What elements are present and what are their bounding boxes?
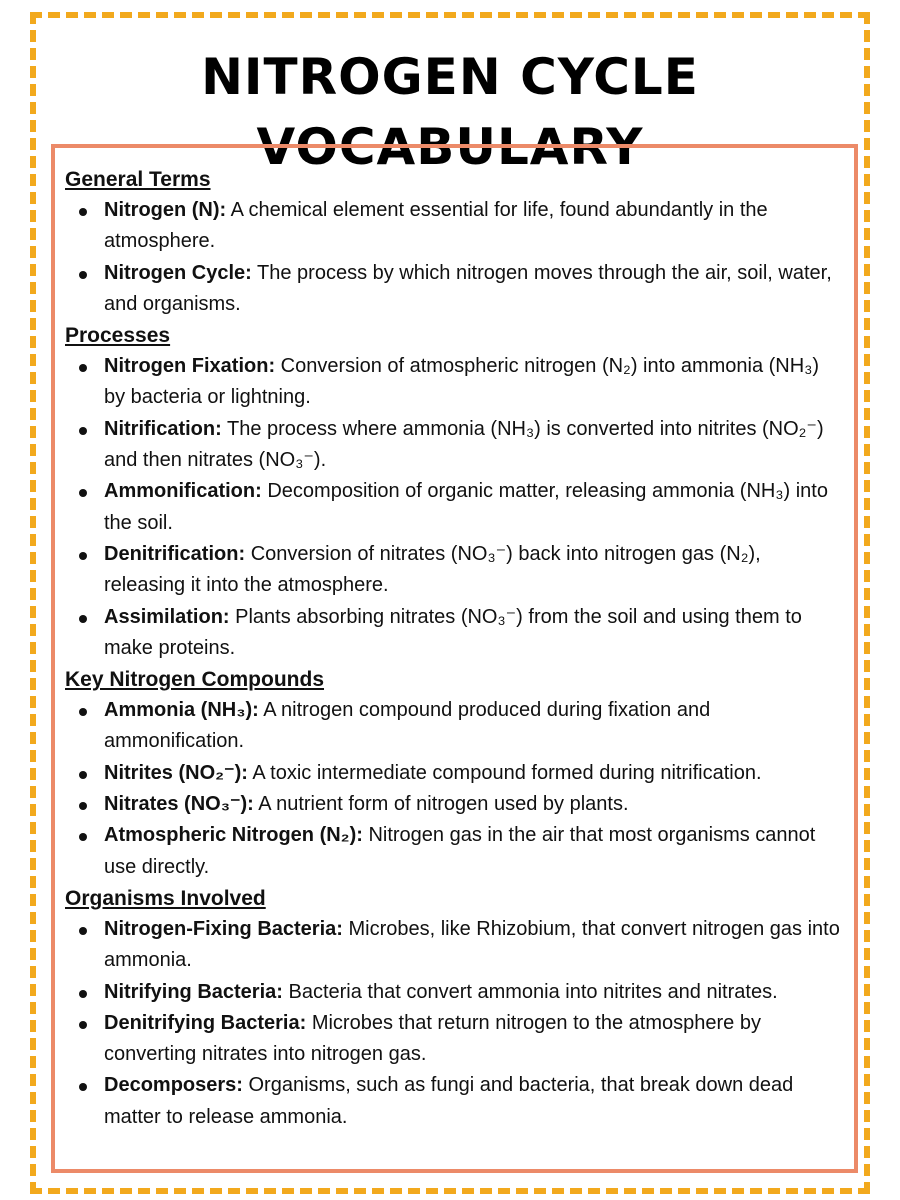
term-definition: Conversion of atmospheric nitrogen (N₂) into ammonia (NH₃) by bacteria or lightning. [104,355,820,409]
term-definition: Decomposition of organic matter, releasing ammonia (NH₃) into the soil. [104,480,828,534]
term-name: Nitrates (NO₃⁻): [104,793,254,816]
list-item [65,789,840,820]
section-key-nitrogen-compounds [65,664,840,883]
term-list [65,195,840,320]
term-name: Atmospheric Nitrogen (N₂): [104,824,363,847]
term-definition: Organisms, such as fungi and bacteria, that break down dead matter to release ammonia. [104,1074,794,1128]
term-definition: A chemical element essential for life, found abundantly in the atmosphere. [104,199,768,253]
term-definition: Microbes, like Rhizobium, that convert nitrogen gas into ammonia. [104,917,840,972]
list-item [65,914,840,977]
list-item [65,695,840,758]
list-item [65,602,840,665]
list-item [65,351,840,414]
list-item [65,539,840,602]
section-organisms-involved [65,883,840,1133]
term-list [65,351,840,664]
list-item [65,1008,840,1071]
section-general-terms [65,164,840,320]
list-item [65,820,840,883]
term-definition: Nitrogen gas in the air that most organisms cannot use directly. [104,824,816,878]
term-list [65,914,840,1133]
term-name: Assimilation: [104,605,230,628]
term-definition: A nitrogen compound produced during fixation and ammonification. [104,699,711,753]
term-name: Nitrification: [104,417,222,440]
term-name: Decomposers: [104,1074,243,1097]
list-item [65,476,840,539]
term-name: Nitrogen (N): [104,199,227,221]
term-name: Nitrogen Cycle: [104,261,252,284]
term-definition: The process by which nitrogen moves through the air, soil, water, and organisms. [104,261,832,315]
term-definition: A nutrient form of nitrogen used by plants. [258,793,629,816]
term-name: Nitrifying Bacteria: [104,980,283,1003]
section-heading: Key Nitrogen Compounds [65,668,325,692]
list-item [65,758,840,789]
list-item [65,195,840,258]
list-item [65,258,840,321]
term-name: Nitrogen-Fixing Bacteria: [104,917,343,940]
term-definition: A toxic intermediate compound formed during nitrification. [252,761,762,784]
page-title: NITROGEN CYCLE VOCABULARY [201,48,699,176]
list-item [65,1070,840,1133]
section-heading: Processes [65,324,171,348]
term-name: Ammonification: [104,480,262,503]
term-name: Denitrification: [104,542,246,565]
term-name: Ammonia (NH₃): [104,699,259,722]
term-name: Nitrites (NO₂⁻): [104,761,248,784]
term-name: Denitrifying Bacteria: [104,1011,307,1034]
term-definition: Conversion of nitrates (NO₃⁻) back into nitrogen gas (N₂), releasing it into the atmosphere. [104,542,761,597]
term-list [65,695,840,883]
term-name: Nitrogen Fixation: [104,355,276,378]
list-item [65,977,840,1008]
term-definition: Microbes that return nitrogen to the atmosphere by converting nitrates into nitrogen gas. [104,1011,761,1066]
section-heading: General Terms [65,168,211,191]
term-definition: Plants absorbing nitrates (NO₃⁻) from the soil and using them to make proteins. [104,605,802,659]
list-item [65,414,840,477]
term-definition: Bacteria that convert ammonia into nitrites and nitrates. [288,980,778,1003]
section-processes [65,320,840,664]
section-heading: Organisms Involved [65,886,266,910]
vocabulary-box [51,144,858,1173]
term-definition: The process where ammonia (NH₃) is converted into nitrites (NO₂⁻) and then nitrates (NO₃⁻). [104,417,824,472]
